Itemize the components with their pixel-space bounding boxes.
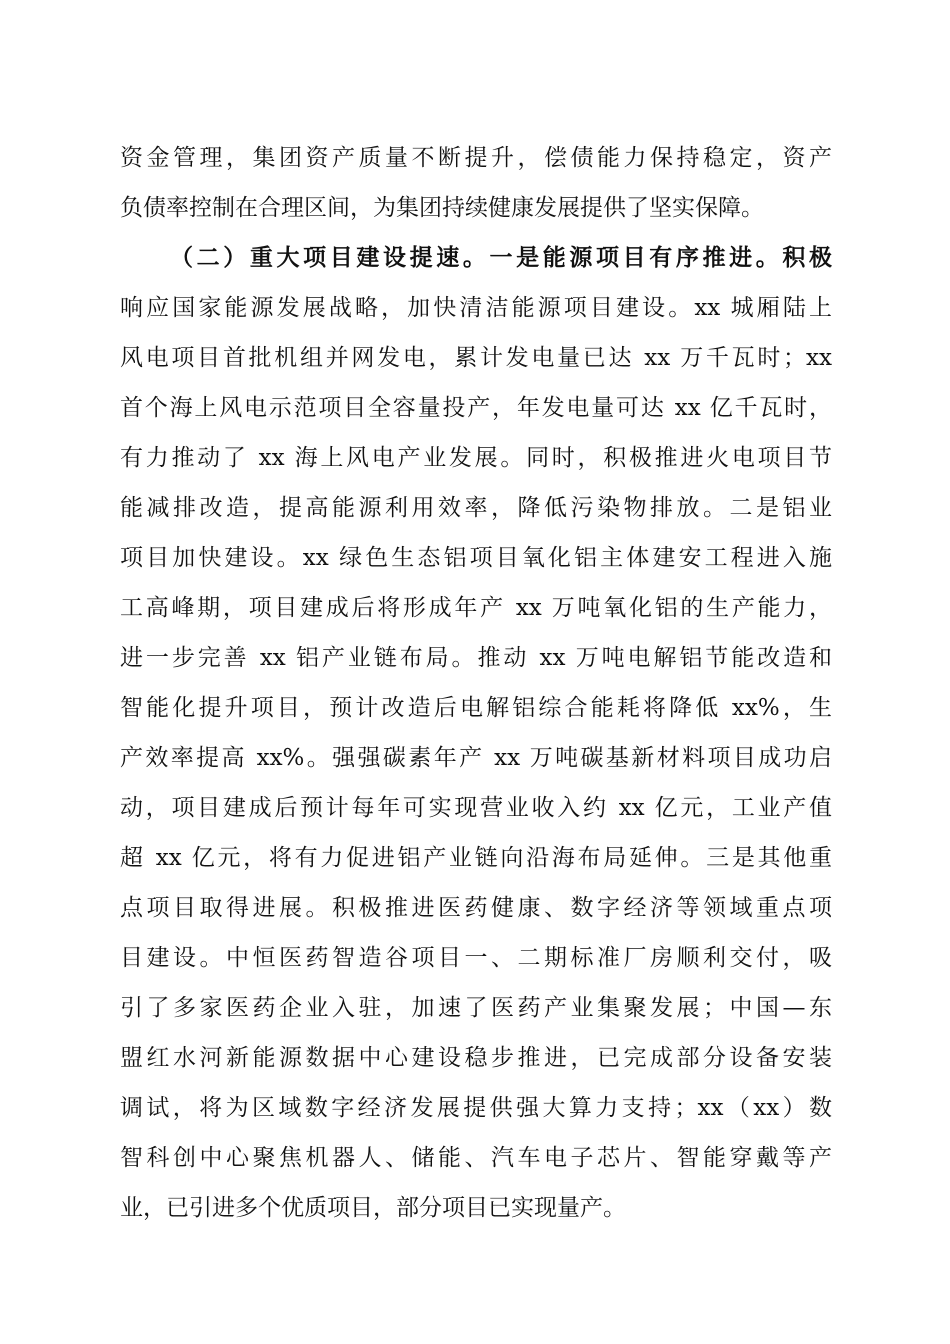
paragraph-line: 资金管理，集团资产质量不断提升，偿债能力保持稳定，资产: [120, 145, 832, 171]
paragraph-line: 能减排改造，提高能源利用效率，降低污染物排放。二是铝业: [120, 495, 832, 521]
paragraph-line: 工高峰期，项目建成后将形成年产 xx 万吨氧化铝的生产能力，: [120, 595, 832, 621]
paragraph-line: 首个海上风电示范项目全容量投产，年发电量可达 xx 亿千瓦时，: [120, 395, 832, 421]
paragraph-line: 调试，将为区域数字经济发展提供强大算力支持；xx（xx）数: [120, 1095, 832, 1121]
paragraph-line: 超 xx 亿元，将有力促进铝产业链向沿海布局延伸。三是其他重: [120, 845, 832, 871]
paragraph-line: 盟红水河新能源数据中心建设稳步推进，已完成部分设备安装: [120, 1045, 832, 1071]
paragraph-line: 点项目取得进展。积极推进医药健康、数字经济等领域重点项: [120, 895, 832, 921]
paragraph-line: 动，项目建成后预计每年可实现营业收入约 xx 亿元，工业产值: [120, 795, 832, 821]
paragraph-line: 有力推动了 xx 海上风电产业发展。同时，积极推进火电项目节: [120, 445, 832, 471]
paragraph-line: 业，已引进多个优质项目，部分项目已实现量产。: [120, 1195, 626, 1221]
paragraph-line: 响应国家能源发展战略，加快清洁能源项目建设。xx 城厢陆上: [120, 295, 832, 321]
paragraph-line: 产效率提高 xx%。强强碳素年产 xx 万吨碳基新材料项目成功启: [120, 745, 832, 771]
paragraph-line: 项目加快建设。xx 绿色生态铝项目氧化铝主体建安工程进入施: [120, 545, 832, 571]
paragraph-line: 负债率控制在合理区间，为集团持续健康发展提供了坚实保障。: [120, 195, 764, 221]
paragraph-line: 智科创中心聚焦机器人、储能、汽车电子芯片、智能穿戴等产: [120, 1145, 832, 1171]
paragraph-line: 进一步完善 xx 铝产业链布局。推动 xx 万吨电解铝节能改造和: [120, 645, 832, 671]
paragraph-line: 目建设。中恒医药智造谷项目一、二期标准厂房顺利交付，吸: [120, 945, 832, 971]
section-heading-line: （二）重大项目建设提速。一是能源项目有序推进。积极: [170, 244, 832, 271]
paragraph-line: 引了多家医药企业入驻，加速了医药产业集聚发展；中国—东: [120, 995, 832, 1021]
paragraph-line: 风电项目首批机组并网发电，累计发电量已达 xx 万千瓦时；xx: [120, 345, 832, 371]
paragraph-line: 智能化提升项目，预计改造后电解铝综合能耗将降低 xx%，生: [120, 695, 832, 721]
